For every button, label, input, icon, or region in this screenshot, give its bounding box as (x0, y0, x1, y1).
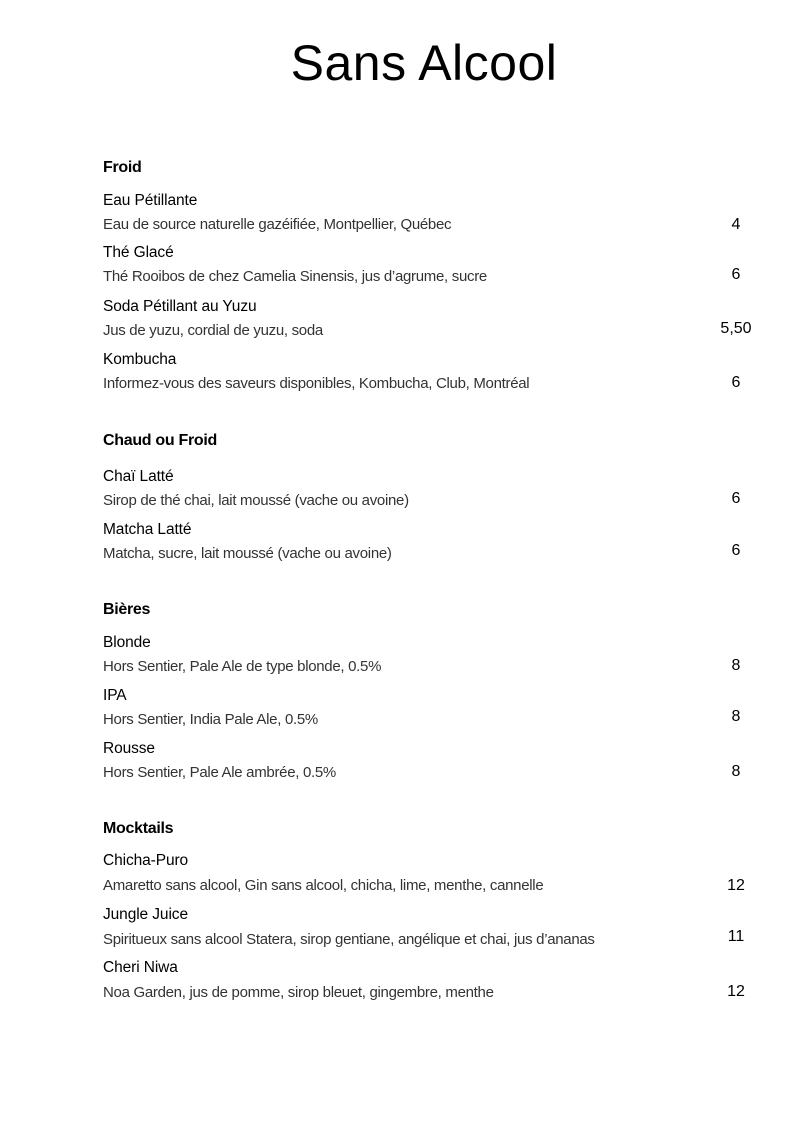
item-description-chai-latte: Sirop de thé chai, lait moussé (vache ou avoine) (103, 492, 409, 509)
item-description-cheri-niwa: Noa Garden, jus de pomme, sirop bleuet, gingembre, menthe (103, 984, 494, 1001)
item-name-cheri-niwa: Cheri Niwa (103, 959, 178, 976)
page-title: Sans Alcool (290, 35, 558, 91)
item-description-the-glace: Thé Rooibos de chez Camelia Sinensis, jus d’agrume, sucre (103, 268, 487, 285)
item-name-the-glace: Thé Glacé (103, 244, 174, 261)
item-name-ipa: IPA (103, 687, 127, 704)
item-name-eau-petillante: Eau Pétillante (103, 192, 198, 209)
item-price-soda-yuzu: 5,50 (720, 320, 752, 337)
item-price-ipa: 8 (731, 708, 741, 725)
item-price-kombucha: 6 (731, 374, 741, 391)
item-price-rousse: 8 (731, 763, 741, 780)
item-description-eau-petillante: Eau de source naturelle gazéifiée, Montpellier, Québec (103, 216, 452, 233)
item-price-chai-latte: 6 (731, 490, 741, 507)
section-heading-bieres: Bières (103, 601, 151, 618)
item-price-blonde: 8 (731, 657, 741, 674)
item-description-ipa: Hors Sentier, India Pale Ale, 0.5% (103, 711, 318, 728)
item-description-blonde: Hors Sentier, Pale Ale de type blonde, 0.5% (103, 658, 382, 675)
item-name-blonde: Blonde (103, 634, 151, 651)
section-heading-froid: Froid (103, 159, 142, 176)
item-name-matcha-latte: Matcha Latté (103, 521, 192, 538)
item-description-chicha-puro: Amaretto sans alcool, Gin sans alcool, chicha, lime, menthe, cannelle (103, 877, 544, 894)
item-description-matcha-latte: Matcha, sucre, lait moussé (vache ou avoine) (103, 545, 392, 562)
item-description-soda-yuzu: Jus de yuzu, cordial de yuzu, soda (103, 322, 323, 339)
item-price-the-glace: 6 (731, 266, 741, 283)
item-name-rousse: Rousse (103, 740, 155, 757)
item-price-eau-petillante: 4 (731, 216, 741, 233)
item-price-cheri-niwa: 12 (727, 983, 745, 1000)
item-name-soda-yuzu: Soda Pétillant au Yuzu (103, 298, 257, 315)
item-description-jungle-juice: Spiritueux sans alcool Statera, sirop gentiane, angélique et chai, jus d’ananas (103, 931, 595, 948)
item-price-jungle-juice: 11 (727, 928, 745, 945)
item-name-jungle-juice: Jungle Juice (103, 906, 188, 923)
item-name-chicha-puro: Chicha-Puro (103, 852, 189, 869)
item-name-kombucha: Kombucha (103, 351, 177, 368)
item-price-matcha-latte: 6 (731, 542, 741, 559)
item-price-chicha-puro: 12 (727, 877, 745, 894)
item-description-rousse: Hors Sentier, Pale Ale ambrée, 0.5% (103, 764, 336, 781)
item-description-kombucha: Informez-vous des saveurs disponibles, Kombucha, Club, Montréal (103, 375, 530, 392)
section-heading-mocktails: Mocktails (103, 820, 174, 837)
item-name-chai-latte: Chaï Latté (103, 468, 174, 485)
section-heading-chaud-ou-froid: Chaud ou Froid (103, 432, 218, 449)
